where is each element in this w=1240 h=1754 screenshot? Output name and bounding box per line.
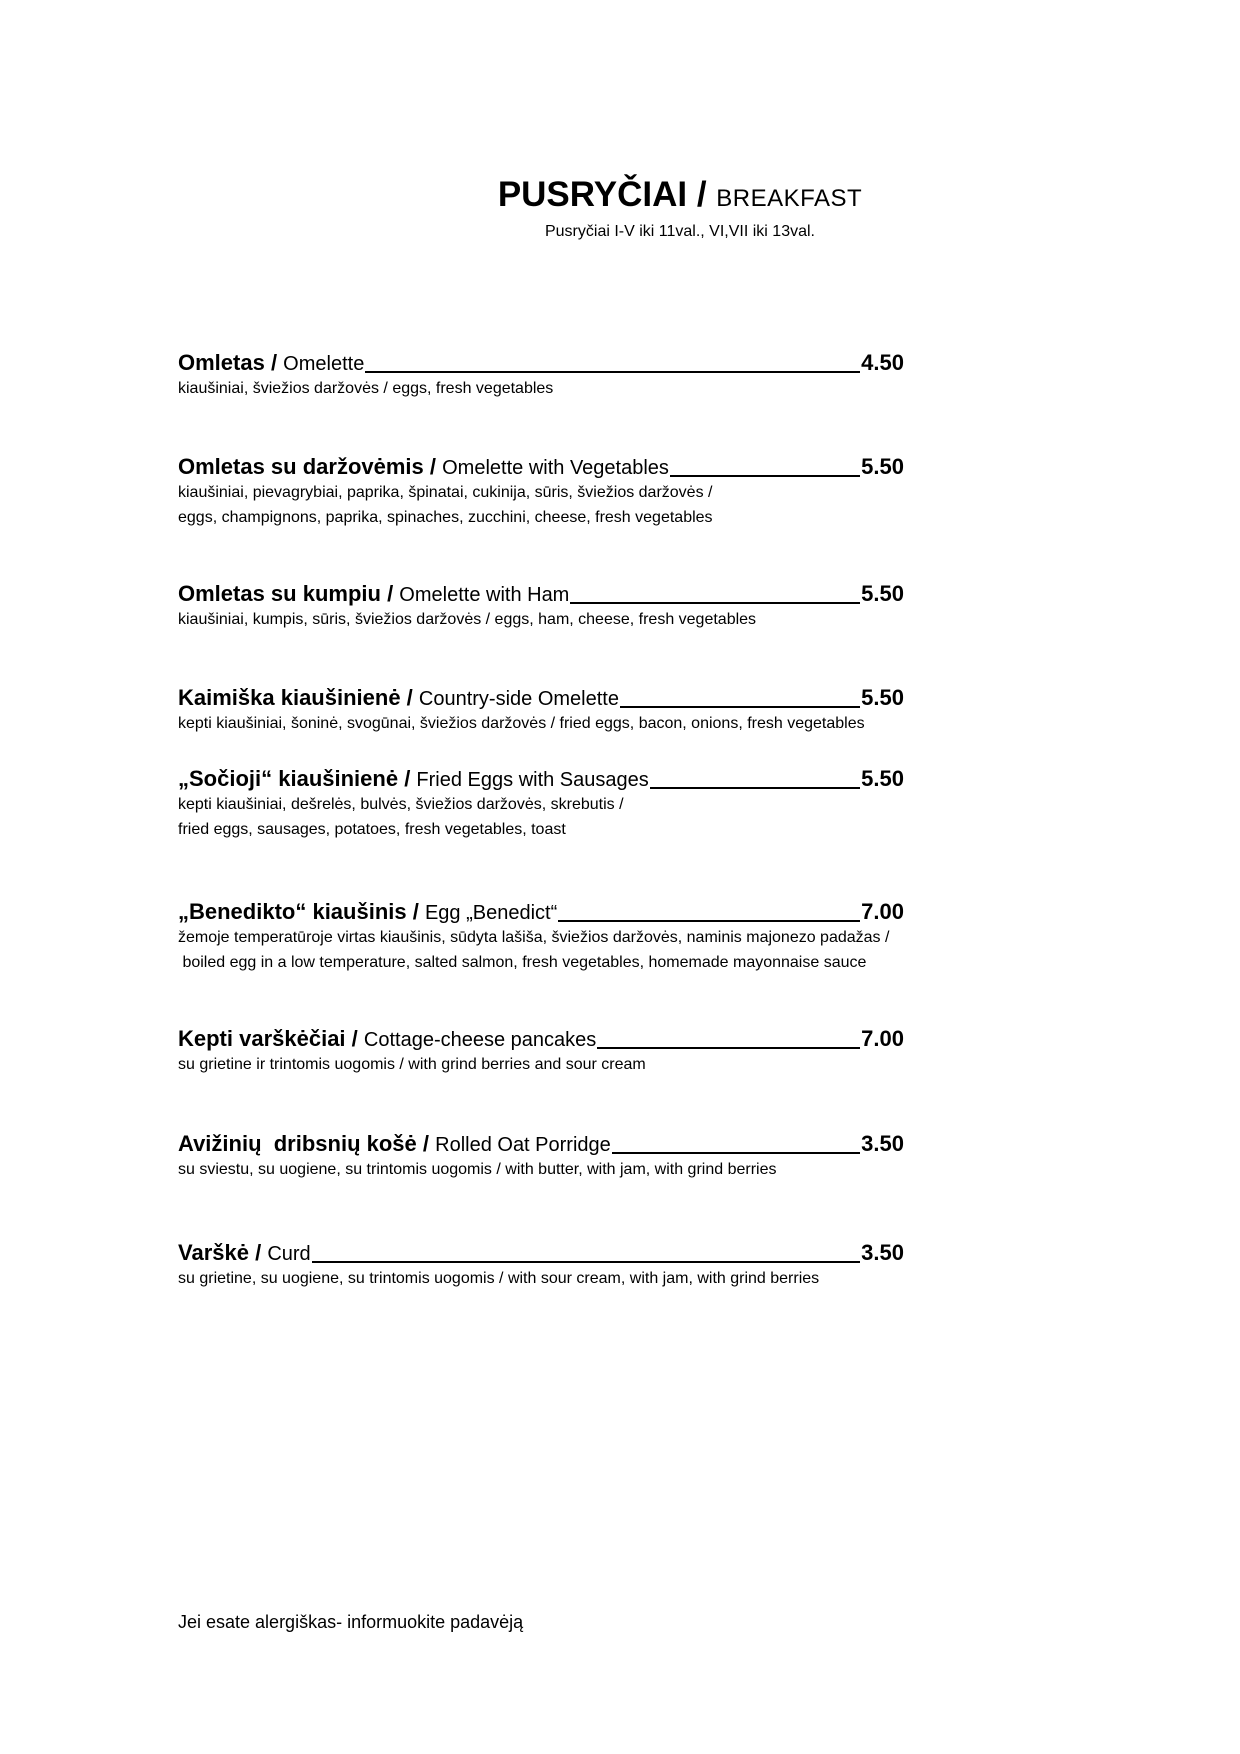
item-name-separator: /: [398, 766, 417, 791]
item-price: 5.50: [861, 766, 904, 791]
item-description: žemoje temperatūroje virtas kiaušinis, sūdyta lašiša, šviežios daržovės, naminis majonezo padažas /: [178, 929, 890, 946]
item-description: su sviestu, su uogiene, su trintomis uogomis / with butter, with jam, with grind berries: [178, 1161, 777, 1178]
item-name-separator: /: [416, 1131, 436, 1156]
item-price: 7.00: [861, 1026, 904, 1051]
item-name-lt: Omletas su kumpiu: [178, 581, 381, 606]
menu-item-header: [178, 681, 904, 711]
dotted-leader-line: [365, 371, 860, 373]
dotted-leader-line: [570, 602, 860, 604]
title-english: BREAKFAST: [716, 185, 863, 212]
title-separator: /: [687, 175, 717, 214]
item-description: su grietine, su uogiene, su trintomis uogomis / with sour cream, with jam, with grind berries: [178, 1270, 820, 1287]
item-price: 3.50: [861, 1131, 904, 1156]
item-description: kiaušiniai, šviežios daržovės / eggs, fresh vegetables: [178, 380, 554, 397]
item-name-lt: Varškė: [178, 1240, 249, 1265]
item-price: 5.50: [861, 581, 904, 606]
item-name-en: Country-side Omelette: [418, 688, 619, 710]
menu-item-cottage-cheese-pancakes: [178, 1022, 938, 1077]
item-description: fried eggs, sausages, potatoes, fresh vegetables, toast: [178, 821, 566, 838]
item-description: eggs, champignons, paprika, spinaches, zucchini, cheese, fresh vegetables: [178, 509, 713, 526]
menu-item-header: [178, 1127, 904, 1157]
item-name-lt: Omletas: [178, 350, 265, 375]
title-lithuanian: PUSRYČIAI: [497, 175, 688, 214]
dotted-leader-line: [312, 1261, 861, 1263]
item-price: 7.00: [861, 899, 904, 924]
serving-hours: Pusryčiai I-V iki 11val., VI,VII iki 13val.: [544, 222, 815, 240]
item-name-en: Fried Eggs with Sausages: [416, 769, 649, 791]
dotted-leader-line: [612, 1152, 860, 1154]
menu-item-fried-eggs-sausages: [178, 762, 938, 842]
dotted-leader-line: [558, 920, 860, 922]
item-name-separator: /: [345, 1026, 364, 1051]
item-name-lt: Kaimiška kiaušinienė: [178, 685, 401, 710]
item-name-separator: /: [264, 350, 284, 375]
item-description: boiled egg in a low temperature, salted salmon, fresh vegetables, homemade mayonnaise sauce: [178, 954, 867, 971]
menu-item-oat-porridge: [178, 1127, 938, 1182]
item-name-separator: /: [400, 685, 419, 710]
menu-item-header: [178, 895, 904, 925]
item-name-en: Egg „Benedict“: [424, 902, 558, 924]
item-price: 5.50: [861, 454, 904, 479]
allergy-note: Jei esate alergiškas- informuokite padavėją: [178, 1612, 524, 1632]
menu-item-curd: [178, 1236, 938, 1291]
dotted-leader-line: [650, 787, 860, 789]
menu-item-header: [178, 577, 904, 607]
menu-item-header: [178, 762, 904, 792]
dotted-leader-line: [670, 475, 860, 477]
dotted-leader-line: [620, 706, 860, 708]
item-description: kiaušiniai, kumpis, sūris, šviežios daržovės / eggs, ham, cheese, fresh vegetables: [178, 611, 757, 628]
item-name-lt: Omletas su daržovėmis: [178, 454, 424, 479]
item-price: 4.50: [861, 350, 904, 375]
menu-item-header: [178, 450, 904, 480]
item-price: 5.50: [861, 685, 904, 710]
item-name-lt: „Sočioji“ kiaušinienė: [178, 766, 399, 791]
item-name-separator: /: [406, 899, 425, 924]
item-description: kepti kiaušiniai, šoninė, svogūnai, šviežios daržovės / fried eggs, bacon, onions, fresh vegetables: [178, 715, 865, 732]
menu-item-omelette-ham: [178, 577, 938, 632]
item-name-en: Curd: [267, 1243, 311, 1265]
menu-item-omelette-vegetables: [178, 450, 938, 530]
menu-item-egg-benedict: [178, 895, 938, 975]
item-name-lt: Avižinių dribsnių košė: [178, 1131, 417, 1156]
menu-item-header: [178, 1236, 904, 1266]
item-name-separator: /: [380, 581, 400, 606]
item-name-en: Rolled Oat Porridge: [435, 1134, 611, 1156]
item-name-en: Cottage-cheese pancakes: [363, 1029, 597, 1051]
item-price: 3.50: [861, 1240, 904, 1265]
item-name-lt: Kepti varškėčiai: [178, 1026, 346, 1051]
item-description: kiaušiniai, pievagrybiai, paprika, špinatai, cukinija, sūris, šviežios daržovės /: [178, 484, 713, 501]
item-name-lt: „Benedikto“ kiaušinis: [178, 899, 407, 924]
menu-item-header: [178, 346, 904, 376]
item-name-en: Omelette: [283, 353, 365, 375]
item-description: su grietine ir trintomis uogomis / with grind berries and sour cream: [178, 1056, 646, 1073]
menu-item-omelette: [178, 346, 938, 401]
page-title: [120, 176, 1240, 215]
item-name-separator: /: [248, 1240, 268, 1265]
dotted-leader-line: [597, 1047, 860, 1049]
menu-item-header: [178, 1022, 904, 1052]
menu-item-country-omelette: [178, 681, 938, 736]
item-name-en: Omelette with Vegetables: [442, 457, 669, 479]
item-name-en: Omelette with Ham: [399, 584, 570, 606]
item-description: kepti kiaušiniai, dešrelės, bulvės, šviežios daržovės, skrebutis /: [178, 796, 624, 813]
item-name-separator: /: [423, 454, 443, 479]
menu-header: [0, 176, 1240, 241]
